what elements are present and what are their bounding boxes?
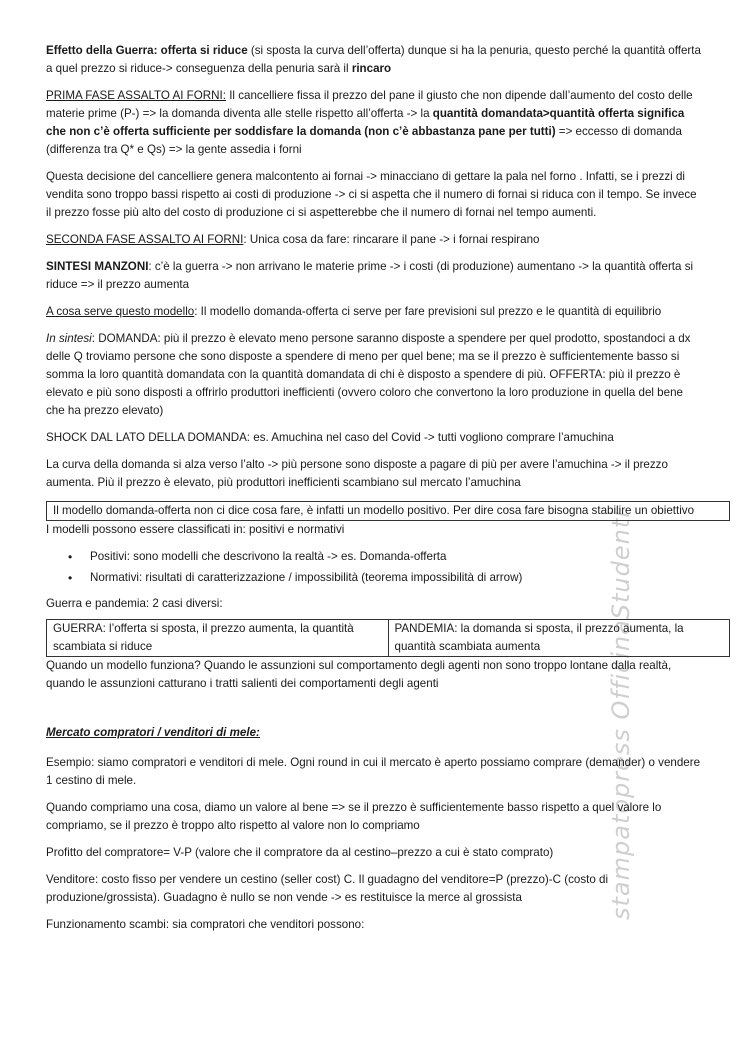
text: => eccesso di domanda (differenza tra Q* e Qs) => la gente assedia i forni — [46, 125, 682, 156]
section-heading: Mercato compratori / venditori di mele: — [46, 726, 260, 739]
paragraph-valore-bene: Quando compriamo una cosa, diamo un valore al bene => se il prezzo è sufficientemente basso rispetto a quel valore lo compriamo, se il prezzo è troppo alto rispetto al valore non lo compriamo — [46, 801, 662, 832]
list-item: • Normativi: risultati di caratterizzazione / impossibilità (teorema impossibilità di arrow) — [90, 569, 702, 587]
table-cell-guerra: GUERRA: l’offerta si sposta, il prezzo aumenta, la quantità scambiata si riduce — [47, 620, 389, 657]
paragraph-malcontento: Questa decisione del cancelliere genera malcontento ai fornai -> minacciano di gettare la pala nel forno . Infatti, se i prezzi di vendita sono troppo bassi rispetto ai costi di produzione -> ci si aspetta che il numero di fornai si riduca con il tempo. Se invece il prezzo fosse più alto del costo di produzione ci si aspetterebbe che il numero di fornai nel tempo aumenti. — [46, 170, 697, 219]
paragraph-modello-funziona: Quando un modello funziona? Quando le assunzioni sul comportamento degli agenti non sono troppo lontane dalla realtà, quando le assunzioni catturano i tratti salienti dei comportamenti degli agenti — [46, 659, 672, 690]
paragraph-seconda-fase — [46, 231, 702, 249]
boxed-note-text: Il modello domanda-offerta non ci dice cosa fare, è infatti un modello positivo. Per dire cosa fare bisogna stabilire un obiettivo — [53, 504, 695, 517]
list-item: • Positivi: sono modelli che descrivono la realtà -> es. Domanda-offerta — [90, 548, 702, 566]
bullet-list — [46, 548, 702, 587]
paragraph-a-cosa-serve — [46, 303, 702, 321]
text: : c’è la guerra -> non arrivano le materie prime -> i costi (di produzione) aumentano -> la quantità offerta si riduce => il prezzo aumenta — [46, 260, 694, 291]
section-title: PRIMA FASE ASSALTO AI FORNI: — [46, 89, 226, 102]
paragraph-modelli: I modelli possono essere classificati in: positivi e normativi — [46, 523, 345, 536]
paragraph-prima-fase — [46, 87, 702, 159]
section-title: A cosa serve questo modello — [46, 305, 195, 318]
bold-text: SINTESI MANZONI — [46, 260, 149, 273]
paragraph-profitto-compratore: Profitto del compratore= V-P (valore che il compratore da al cestino–prezzo a cui è stato comprato) — [46, 846, 554, 859]
paragraph-guerra-effect — [46, 42, 702, 78]
paragraph-curva-domanda: La curva della domanda si alza verso l’alto -> più persone sono disposte a pagare di più per avere l’amuchina -> il prezzo aumenta. Più il prezzo è elevato, più produttori inefficienti scambiano sul mercato l’amuchina — [46, 458, 668, 489]
paragraph-sintesi-manzoni — [46, 258, 702, 294]
bold-text: quantità domandata>quantità offerta significa che non c’è offerta sufficiente per soddisfare la domanda (non c’è abbastanza pane per tutti) — [46, 107, 685, 138]
text: : Il modello domanda-offerta ci serve per fare previsioni sul prezzo e le quantità di equilibrio — [194, 305, 662, 318]
bold-text: Effetto della Guerra: offerta si riduce — [46, 44, 248, 57]
paragraph-esempio: Esempio: siamo compratori e venditori di mele. Ogni round in cui il mercato è aperto possiamo comprare (demander) o vendere 1 cestino di mele. — [46, 756, 701, 787]
text: Il cancelliere fissa il prezzo del pane il giusto che non dipende dall’aumento del costo delle materie prime (P-) => la domanda diventa alle stelle rispetto all’offerta -> la — [46, 89, 693, 120]
text: : Unica cosa da fare: rincarare il pane -> i fornai respirano — [243, 233, 540, 246]
paragraph-funzionamento-scambi: Funzionamento scambi: sia compratori che venditori possono: — [46, 918, 365, 931]
paragraph-venditore: Venditore: costo fisso per vendere un cestino (seller cost) C. Il guadagno del venditore=P (prezzo)-C (costo di produzione/grossista). Guadagno è nullo se non vende -> es restituisce la merce al grossista — [46, 873, 609, 904]
comparison-table — [46, 619, 730, 657]
italic-text: In sintesi — [46, 332, 92, 345]
table-cell-pandemia: PANDEMIA: la domanda si sposta, il prezzo aumenta, la quantità scambiata aumenta — [388, 620, 730, 657]
document-page — [46, 42, 702, 943]
watermark: stampatopress OfficinaStudenti — [607, 510, 635, 920]
bold-text: rincaro — [351, 62, 392, 75]
paragraph-shock-domanda: SHOCK DAL LATO DELLA DOMANDA: es. Amuchina nel caso del Covid -> tutti vogliono comprare l’amuchina — [46, 431, 614, 444]
table-row — [47, 620, 730, 657]
text: : DOMANDA: più il prezzo è elevato meno persone saranno disposte a spendere per quel prodotto, spostandoci a dx delle Q troviamo persone che sono disposte a spendere di meno per quel bene; ma se il prezzo è sufficientemente basso si somma la loro quantità domandata con la quantità domandata di chi è disposto a spendere di più. OFFERTA: più il prezzo è elevato e più sono disposti a offrirlo produttori inefficienti (ovvero coloro che convertono la loro produzione in quella del bene che ha prezzo elevato) — [46, 332, 691, 417]
paragraph-guerra-pandemia: Guerra e pandemia: 2 casi diversi: — [46, 597, 223, 610]
heading-mercato-mele — [46, 724, 702, 742]
paragraph-in-sintesi — [46, 330, 702, 420]
boxed-note — [46, 501, 730, 521]
text: (si sposta la curva dell’offerta) dunque si ha la penuria, questo perché la quantità offerta a quel prezzo si riduce-> conseguenza della penuria sarà il — [46, 44, 701, 75]
section-title: SECONDA FASE ASSALTO AI FORNI — [46, 233, 244, 246]
